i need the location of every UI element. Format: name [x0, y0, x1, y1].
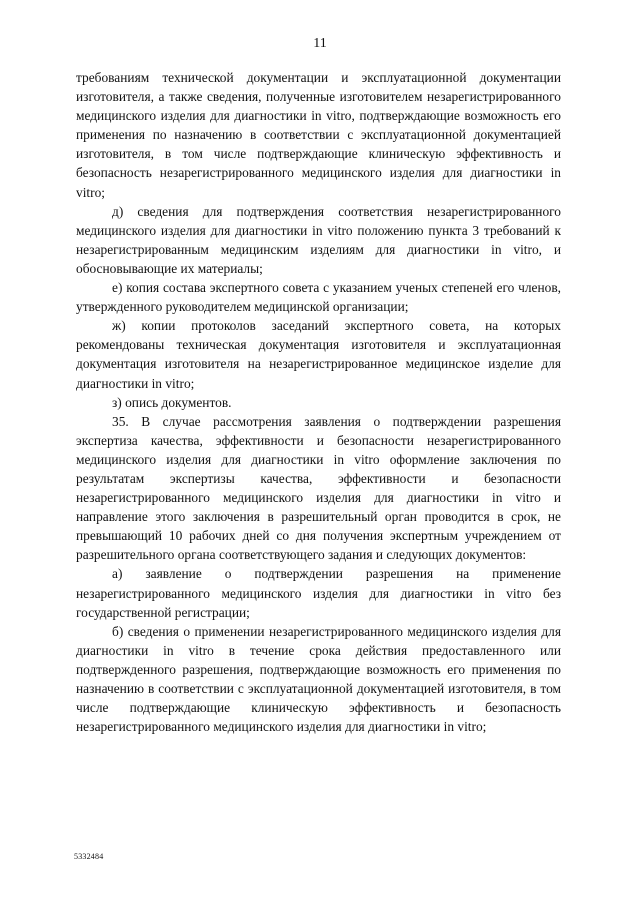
page-number: 11: [313, 36, 327, 51]
paragraph-item-e: е) копия состава экспертного совета с указанием ученых степеней его членов, утвержденного руководителем медицинской организации;: [76, 280, 561, 315]
paragraph-item-d: д) сведения для подтверждения соответствия незарегистрированного медицинского изделия для диагностики in vitro положению пункта 3 требований к незарегистрированным медицинским изделиям для диагностики in vitro, и обосновывающие их материалы;: [76, 203, 561, 276]
paragraph-item-b: б) сведения о применении незарегистрированного медицинского изделия для диагностики in vitro в течение срока действия предоставленного или подтвержденного разрешения, подтверждающие возможность его применения по назначению в соответствии с эксплуатационной документацией изготовителя, в том числе подтверждающие клиническую эффективность и безопасность незарегистрированного медицинского изделия для диагностики in vitro;: [76, 623, 561, 735]
paragraph-continuation: требованиям технической документации и эксплуатационной документации изготовителя, а также сведения, полученные изготовителем незарегистрированного медицинского изделия для диагностики in vitro, подтверждающие возможность его применения по назначению в соответствии с эксплуатационной документацией изготовителя, в том числе подтверждающие клиническую эффективность и безопасность незарегистрированного медицинского изделия для диагностики in vitro;: [76, 70, 561, 200]
paragraph-item-a: а) заявление о подтверждении разрешения на применение незарегистрированного медицинского изделия для диагностики in vitro без государственной регистрации;: [76, 566, 561, 620]
paragraph-item-zh: ж) копии протоколов заседаний экспертного совета, на которых рекомендованы техническая документация изготовителя и эксплуатационная документация изготовителя на незарегистрированное медицинское изделие для диагностики in vitro;: [76, 318, 561, 391]
paragraph-item-z: з) опись документов.: [112, 394, 232, 410]
document-code: 5332484: [74, 852, 104, 861]
document-body: [76, 68, 561, 736]
paragraph-clause-35: 35. В случае рассмотрения заявления о подтверждении разрешения экспертиза качества, эффективности и безопасности незарегистрированного медицинского изделия для диагностики in vitro оформление заключения по результатам экспертизы качества, эффективности и безопасности незарегистрированного медицинского изделия для диагностики in vitro и направление этого заключения в разрешительный орган проводится в срок, не превышающий 10 рабочих дней со дня получения экспертным учреждением от разрешительного органа соответствующего задания и следующих документов:: [76, 413, 561, 563]
